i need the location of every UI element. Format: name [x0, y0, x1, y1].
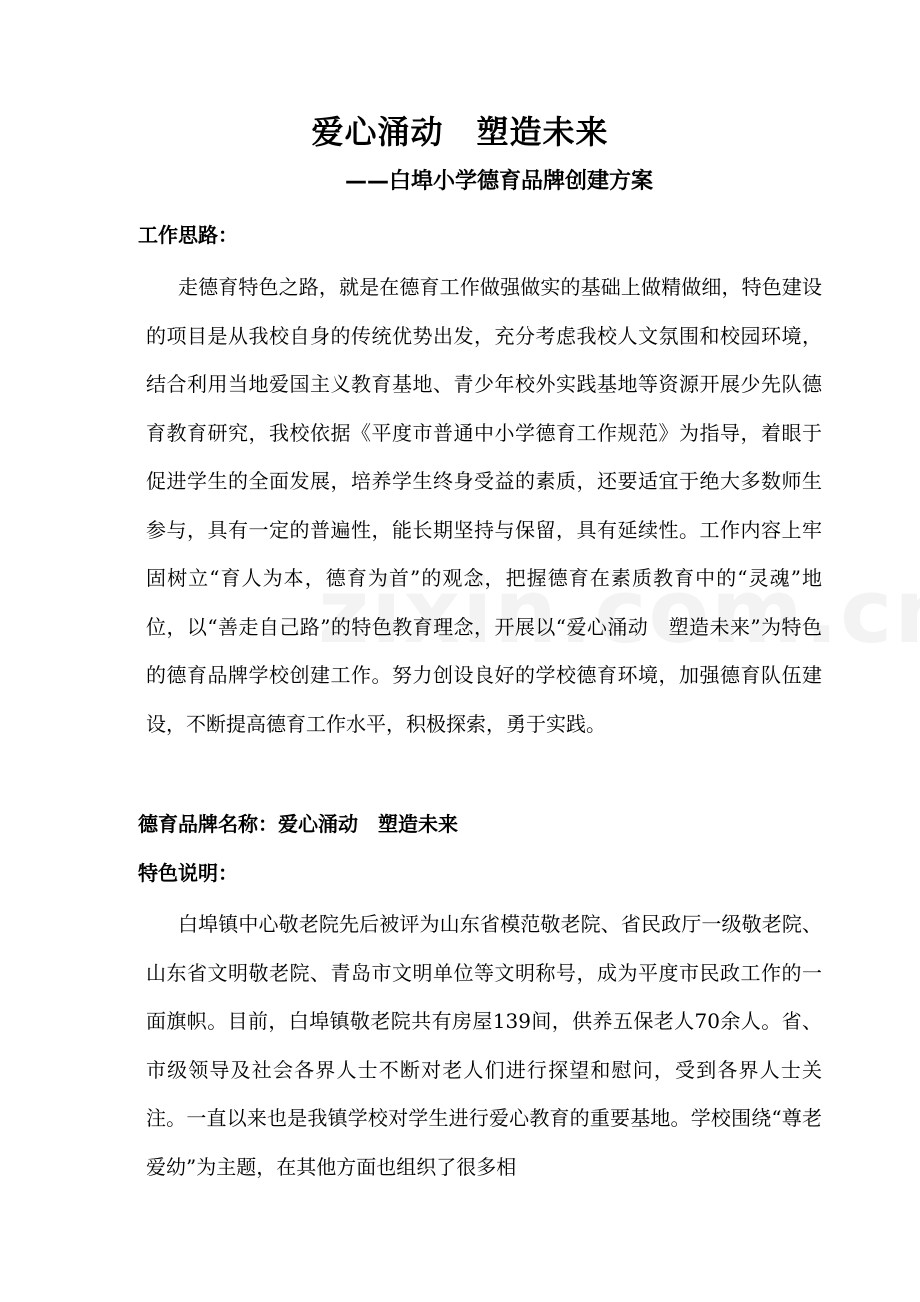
work-idea-paragraph: 走德育特色之路，就是在德育工作做强做实的基础上做精做细，特色建设的项目是从我校自身的传统优势出发，充分考虑我校人文氛围和校园环境，结合利用当地爱国主义教育基地、青少年校外实践基地等资源开展少先队德育教育研究，我校依据《平度市普通中小学德育工作规范》为指导，着眼于促进学生的全面发展，培养学生终身受益的素质，还要适宜于绝大多数师生参与，具有一定的普遍性，能长期坚持与保留，具有延续性。工作内容上牢固树立“育人为本，德育为首”的观念，把握德育在素质教育中的“灵魂”地位，以“善走自己路”的特色教育理念，开展以“爱心涌动 塑造未来”为特色的德育品牌学校创建工作。努力创设良好的学校德育环境，加强德育队伍建设，不断提高德育工作水平，积极探索，勇于实践。 [146, 275, 822, 736]
feature-paragraph: 白埠镇中心敬老院先后被评为山东省模范敬老院、省民政厅一级敬老院、山东省文明敬老院、青岛市文明单位等文明称号，成为平度市民政工作的一面旗帜。目前，白埠镇敬老院共有房屋139间，供养五保老人70余人。省、市级领导及社会各界人士不断对老人们进行探望和慰问，受到各界人士关注。一直以来也是我镇学校对学生进行爱心教育的重要基地。学校围绕“尊老爱幼”为主题，在其他方面也组织了很多相 [146, 912, 822, 1179]
document-title: 爱心涌动 塑造未来 [311, 113, 609, 151]
brand-name-heading: 德育品牌名称：爱心涌动 塑造未来 [138, 812, 458, 836]
work-idea-heading: 工作思路： [138, 223, 238, 247]
document-subtitle: ——白埠小学德育品牌创建方案 [345, 169, 654, 194]
feature-heading: 特色说明： [138, 861, 238, 885]
